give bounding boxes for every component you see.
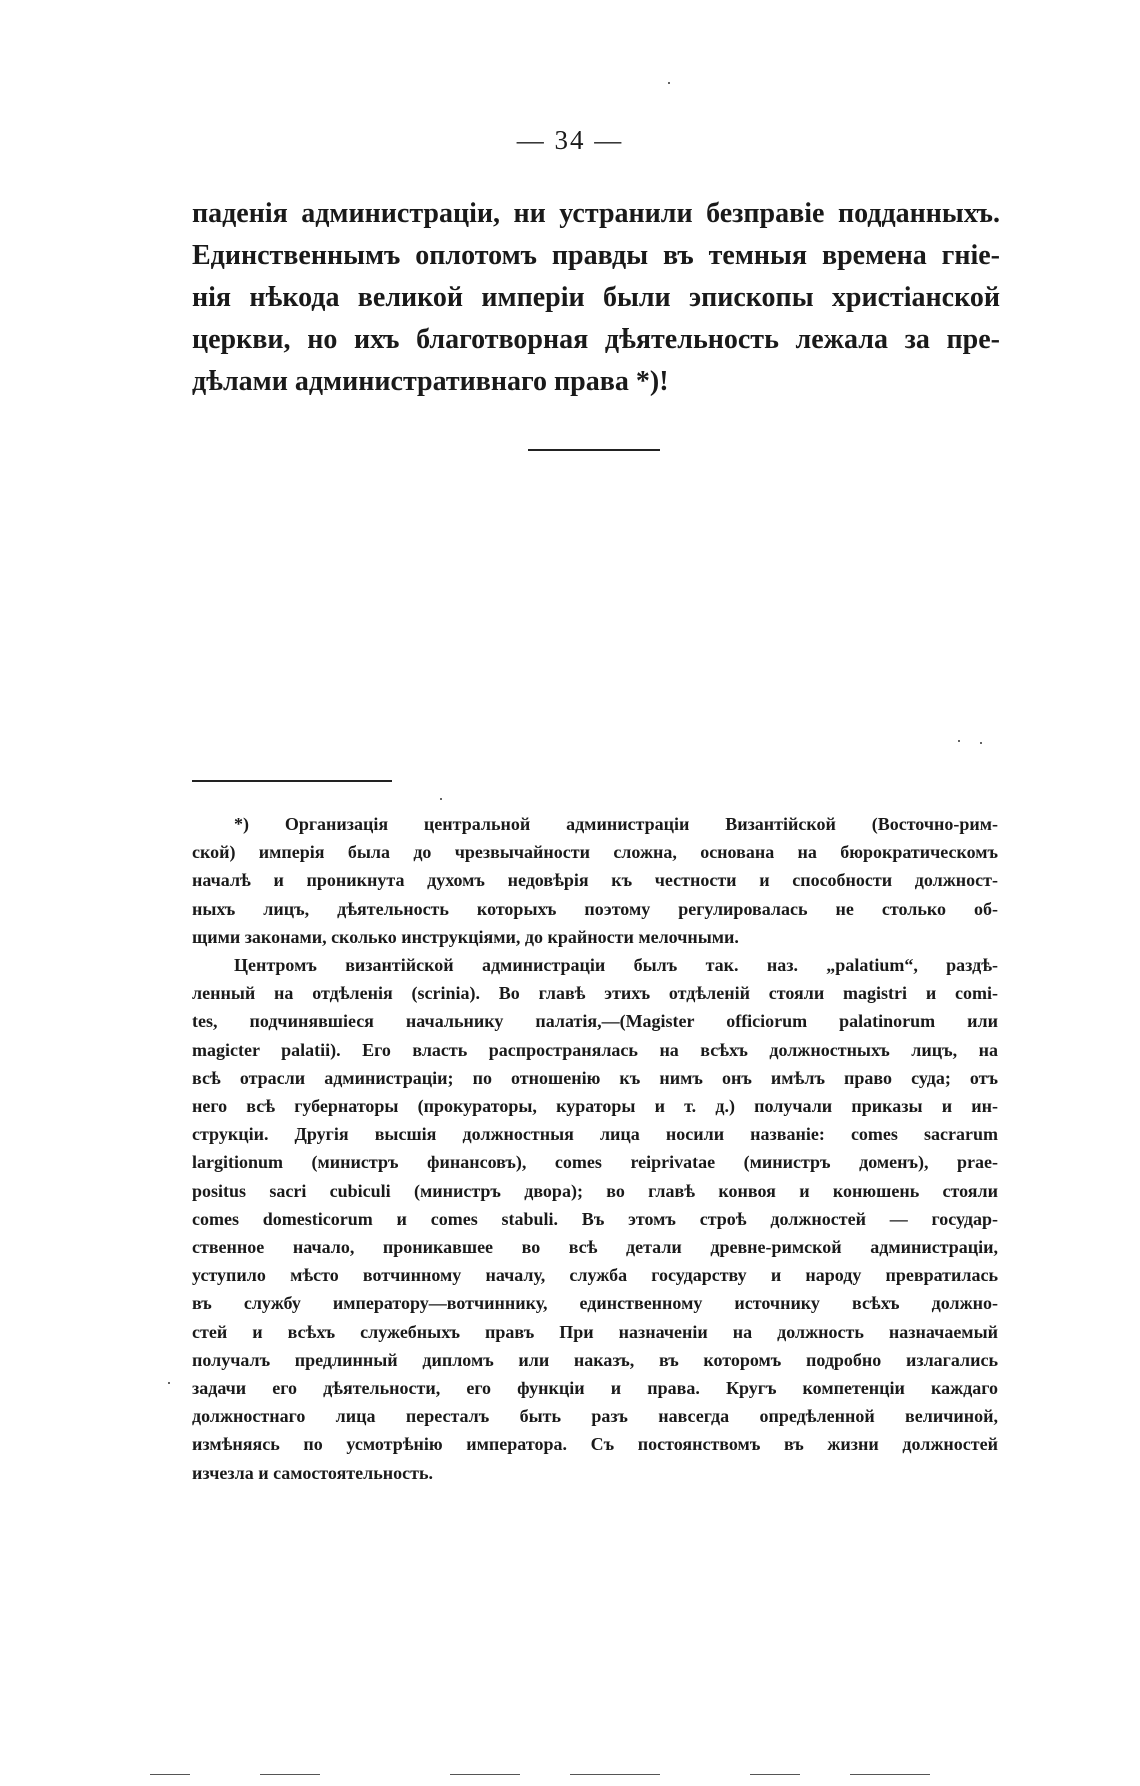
edge-mark bbox=[850, 1774, 930, 1775]
footnote-paragraph bbox=[192, 951, 998, 1487]
footnote-line: струкціи. Другія высшія должностныя лица носили названіе: comes sacrarum bbox=[192, 1124, 998, 1145]
main-text-line: Единственнымъ оплотомъ правды въ темныя времена гніе- bbox=[192, 240, 1000, 271]
footnote-line: ныхъ лицъ, дѣятельность которыхъ поэтому регулировалась не столько об- bbox=[192, 898, 998, 919]
footnote-line: positus sacri cubiculi (министръ двора); во главѣ конвоя и конюшень стояли bbox=[192, 1180, 998, 1201]
footnote-line: уступило мѣсто вотчинному началу, служба государству и народу превратилась bbox=[192, 1265, 998, 1286]
print-speck bbox=[440, 798, 442, 800]
page-edge-marks bbox=[150, 1772, 990, 1778]
main-text bbox=[192, 193, 1000, 403]
footnote-line: въ службу императору—вотчиннику, единственному источнику всѣхъ должно- bbox=[192, 1293, 998, 1314]
footnote-line: него всѣ губернаторы (прокураторы, кураторы и т. д.) получали приказы и ин- bbox=[192, 1096, 998, 1117]
footnote-line: largitionum (министръ финансовъ), comes reiprivatae (министръ доменъ), prae- bbox=[192, 1152, 998, 1173]
main-text-line: дѣлами административнаго права *)! bbox=[192, 366, 669, 397]
footnote-line: изчезла и самостоятельность. bbox=[192, 1462, 433, 1483]
edge-mark bbox=[450, 1774, 520, 1775]
footnote-line: tes, подчинявшіеся начальнику палатія,—(Magister officiorum palatinorum или bbox=[192, 1011, 998, 1032]
footnote-line: измѣняясь по усмотрѣнію императора. Съ постоянствомъ въ жизни должностей bbox=[192, 1434, 998, 1455]
footnote-line: *) Организація центральной администраціи Византійской (Восточно-рим- bbox=[234, 814, 998, 834]
footnote-line: magicter palatii). Его власть распространялась на всѣхъ должностныхъ лицъ, на bbox=[192, 1039, 998, 1060]
footnote-divider bbox=[192, 780, 392, 782]
footnote bbox=[192, 810, 998, 1487]
main-text-line: паденія администраціи, ни устранили безправіе подданныхъ. bbox=[192, 198, 1000, 229]
edge-mark bbox=[570, 1774, 660, 1775]
edge-mark bbox=[150, 1774, 190, 1775]
print-speck bbox=[668, 82, 670, 84]
footnote-line: comes domesticorum и comes stabuli. Въ этомъ строѣ должностей — государ- bbox=[192, 1208, 998, 1229]
footnote-paragraph bbox=[192, 810, 998, 951]
footnote-line: получалъ предлинный дипломъ или наказъ, въ которомъ подробно излагались bbox=[192, 1349, 998, 1370]
footnote-line: щими законами, сколько инструкціями, до крайности мелочными. bbox=[192, 926, 739, 947]
main-text-line: церкви, но ихъ благотворная дѣятельность лежала за пре- bbox=[192, 324, 1000, 355]
footnote-line: ственное начало, проникавшее во всѣ детали древне-римской администраціи, bbox=[192, 1237, 998, 1258]
footnote-line: должностнаго лица пересталъ быть разъ навсегда опредѣленной величиной, bbox=[192, 1406, 998, 1427]
footnote-line: Центромъ византійской администраціи былъ так. наз. „palatium“, раздѣ- bbox=[234, 955, 998, 976]
edge-mark bbox=[750, 1774, 800, 1775]
section-divider bbox=[528, 449, 660, 451]
page-number: — 34 — bbox=[516, 125, 624, 155]
print-speck bbox=[168, 1382, 170, 1384]
footnote-line: всѣ отрасли администраціи; по отношенію къ нимъ онъ имѣлъ право суда; отъ bbox=[192, 1067, 998, 1088]
footnote-line: началѣ и проникнута духомъ недовѣрія къ честности и способности должност- bbox=[192, 870, 998, 891]
footnote-line: ленный на отдѣленія (scrinia). Во главѣ этихъ отдѣленій стояли magistri и comi- bbox=[192, 983, 998, 1004]
footnote-line: ской) имперія была до чрезвычайности сложна, основана на бюрократическомъ bbox=[192, 842, 998, 863]
edge-mark bbox=[260, 1774, 320, 1775]
print-speck bbox=[980, 742, 982, 744]
footnote-line: стей и всѣхъ служебныхъ правъ При назначеніи на должность назначаемый bbox=[192, 1321, 998, 1342]
print-speck bbox=[958, 740, 960, 742]
footnote-line: задачи его дѣятельности, его функціи и права. Кругъ компетенціи каждаго bbox=[192, 1378, 998, 1399]
main-text-line: нія нѣкода великой имперіи были эпископы христіанской bbox=[192, 282, 1000, 313]
